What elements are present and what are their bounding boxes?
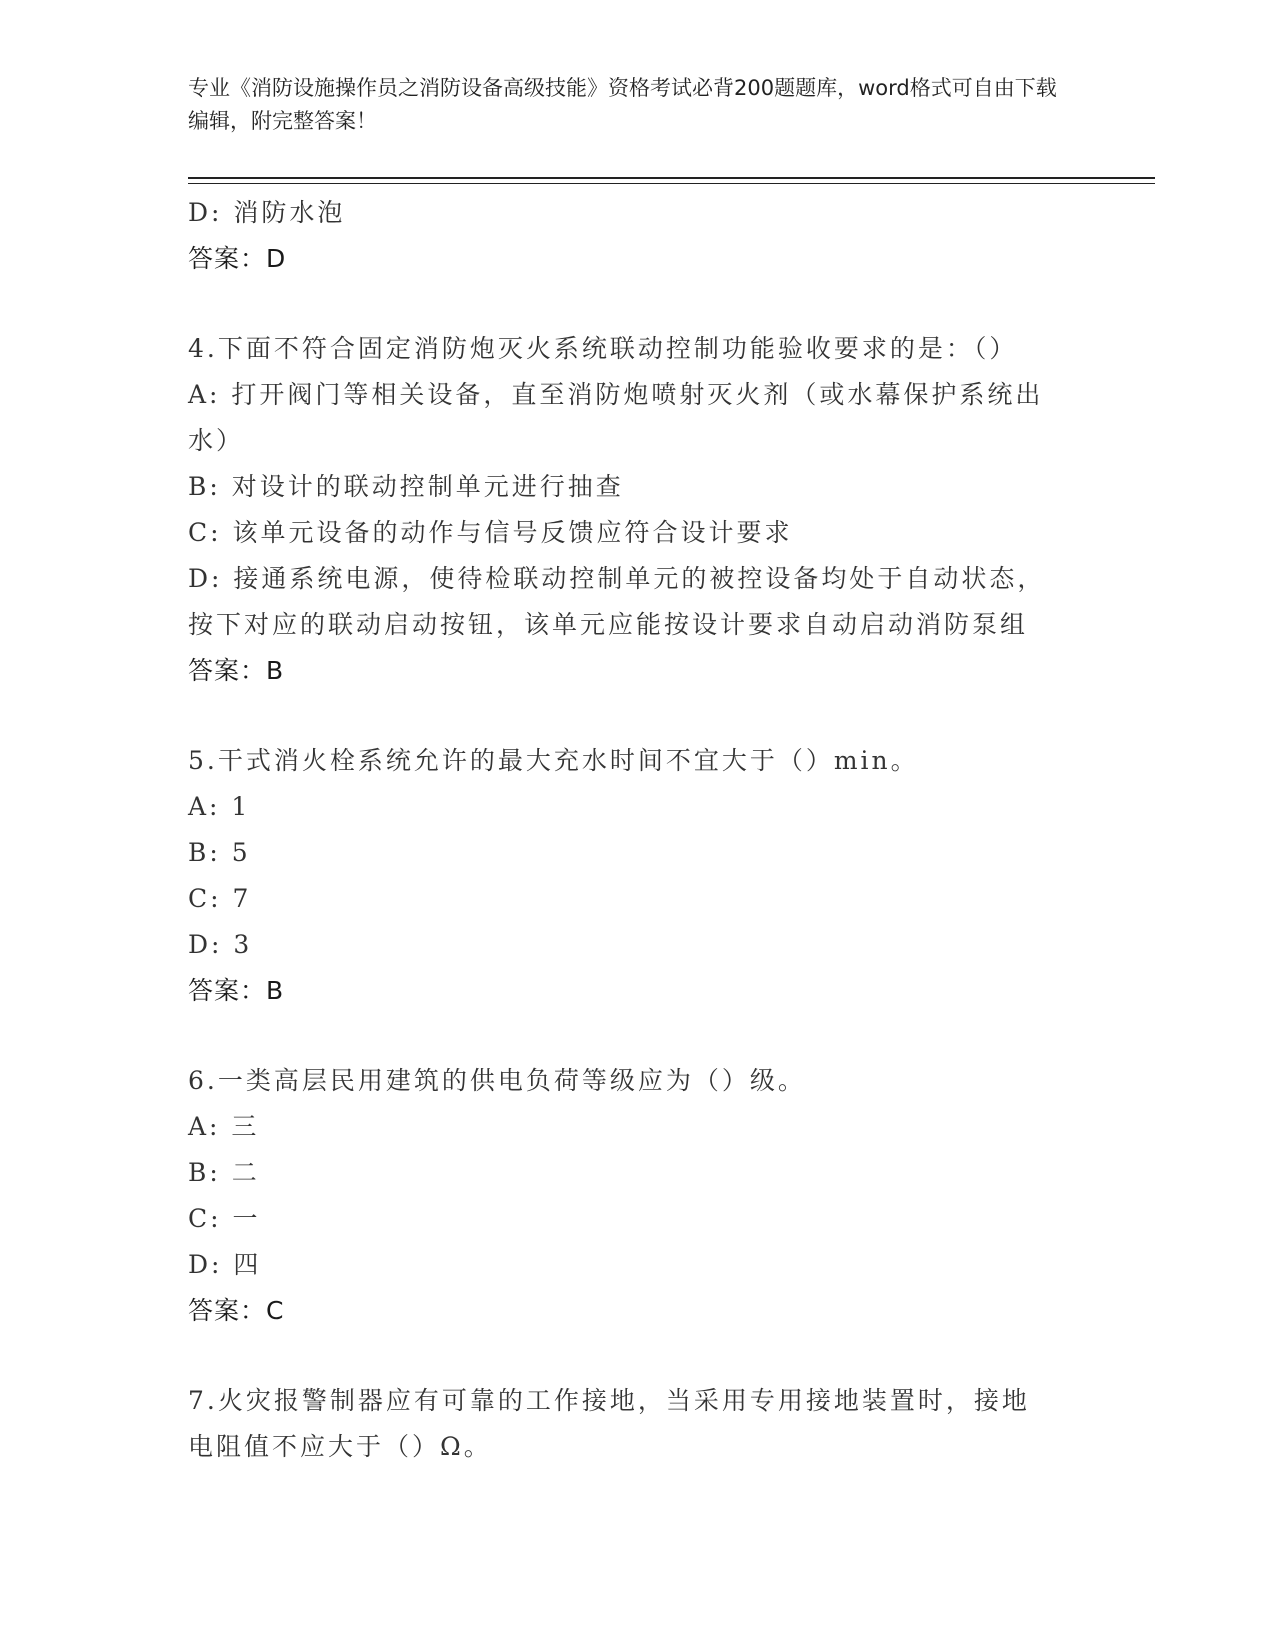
question-text: 5.干式消火栓系统允许的最大充水时间不宜大于（）min。 [188, 746, 919, 775]
answer-line: 答案：B [188, 976, 285, 1005]
question-content [188, 190, 1088, 1470]
option-a-continued: 水） [188, 426, 245, 455]
answer-line: 答案：C [188, 1296, 285, 1325]
block-spacer [188, 1014, 1088, 1058]
option-d: D: 四 [188, 1250, 262, 1279]
block-spacer [188, 282, 1088, 326]
header-rule-thick [188, 177, 1155, 179]
question-block-3 [188, 190, 1088, 282]
option-a: A: 三 [188, 1112, 260, 1141]
answer-line: 答案：D [188, 244, 287, 273]
question-block-4 [188, 326, 1088, 694]
option-a: A: 1 [188, 792, 251, 821]
question-text: 6.一类高层民用建筑的供电负荷等级应为（）级。 [188, 1066, 806, 1095]
question-block-7 [188, 1378, 1088, 1470]
block-spacer [188, 1334, 1088, 1378]
option-b: B: 二 [188, 1158, 260, 1187]
page-header [188, 72, 1068, 138]
option-c: C: 7 [188, 884, 252, 913]
header-text: 专业《消防设施操作员之消防设备高级技能》资格考试必背200题题库，word格式可自由下载编辑，附完整答案！ [188, 76, 1057, 133]
option-d-continued: 按下对应的联动启动按钮，该单元应能按设计要求自动启动消防泵组 [188, 610, 1029, 639]
option-c: C: 该单元设备的动作与信号反馈应符合设计要求 [188, 518, 793, 547]
question-block-5 [188, 738, 1088, 1014]
question-text-continued: 电阻值不应大于（）Ω。 [188, 1432, 492, 1461]
option-c: C: 一 [188, 1204, 261, 1233]
option-b: B: 5 [188, 838, 251, 867]
option-d: D: 消防水泡 [188, 198, 346, 227]
question-text: 7.火灾报警制器应有可靠的工作接地，当采用专用接地装置时，接地 [188, 1386, 1030, 1415]
block-spacer [188, 694, 1088, 738]
answer-line: 答案：B [188, 656, 285, 685]
question-block-6 [188, 1058, 1088, 1334]
option-d: D: 3 [188, 930, 253, 959]
option-a: A: 打开阀门等相关设备，直至消防炮喷射灭火剂（或水幕保护系统出 [188, 380, 1044, 409]
option-d: D: 接通系统电源，使待检联动控制单元的被控设备均处于自动状态， [188, 564, 1046, 593]
question-text: 4.下面不符合固定消防炮灭火系统联动控制功能验收要求的是：（） [188, 334, 1018, 363]
option-b: B: 对设计的联动控制单元进行抽查 [188, 472, 624, 501]
header-rule-thin [188, 183, 1155, 184]
